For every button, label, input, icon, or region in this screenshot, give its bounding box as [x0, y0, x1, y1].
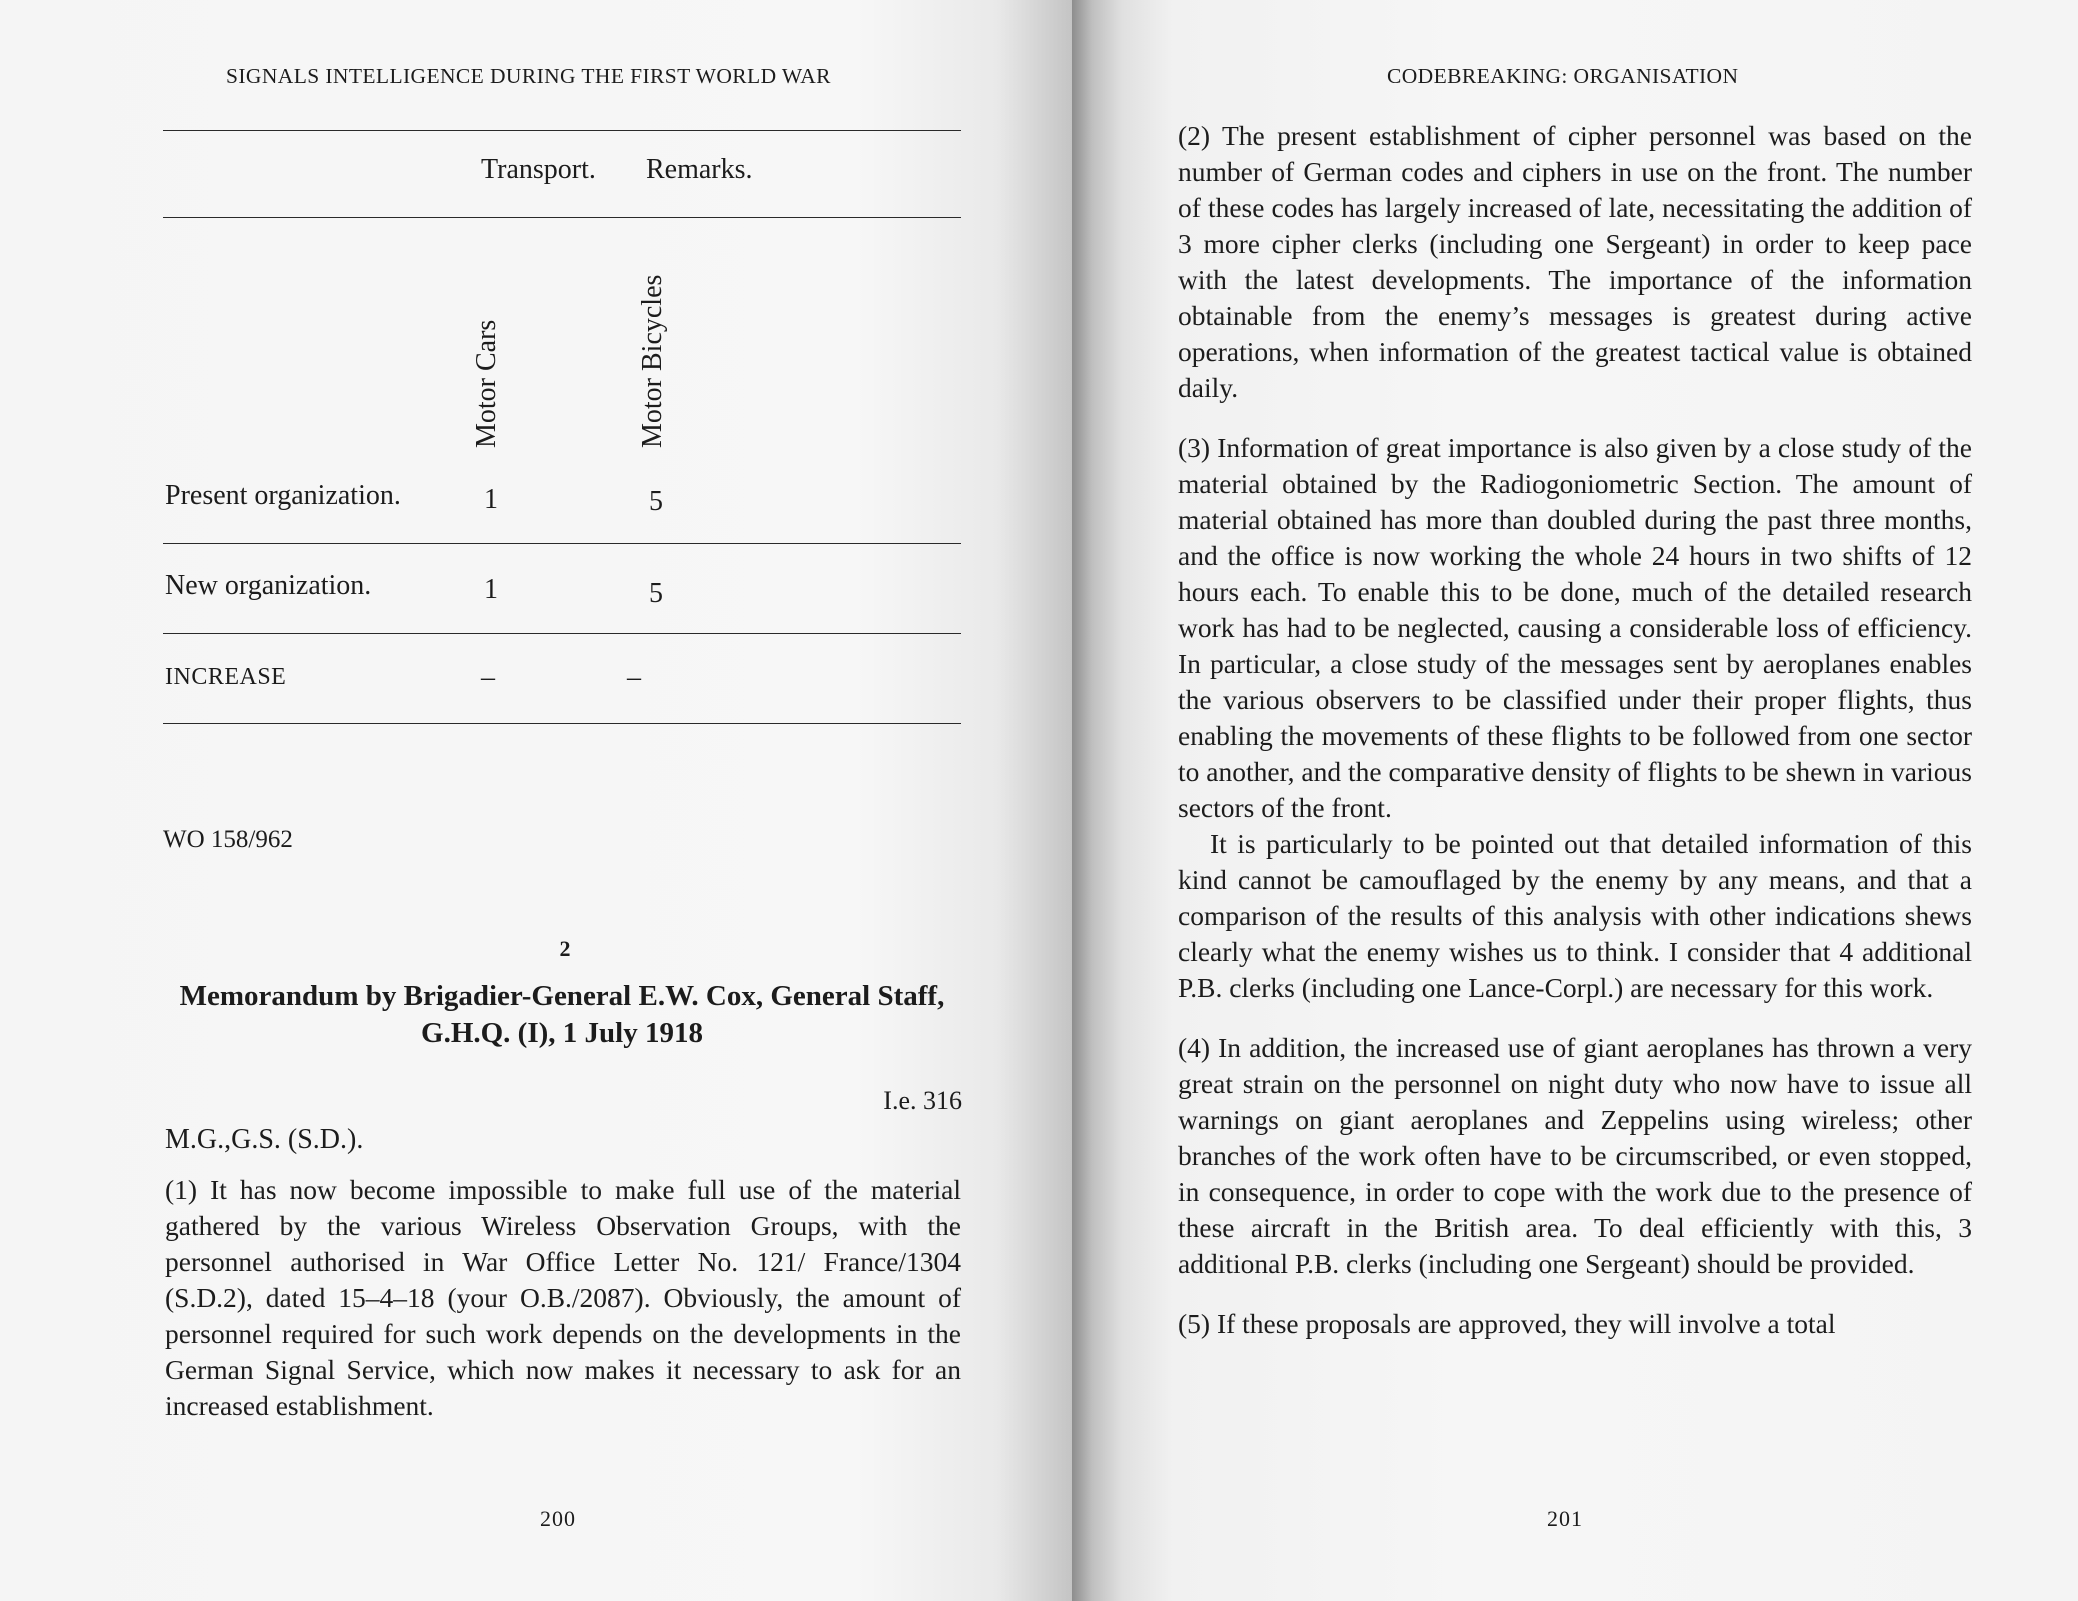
- left-running-head: SIGNALS INTELLIGENCE DURING THE FIRST WORLD WAR: [226, 64, 831, 88]
- table-header-transport: Transport.: [481, 154, 596, 185]
- memo-body-left: [165, 1172, 961, 1424]
- table-top-rule: [163, 130, 961, 131]
- row-label-increase: INCREASE: [165, 664, 287, 690]
- file-reference: I.e. 316: [883, 1086, 962, 1115]
- document-number: 2: [559, 936, 571, 961]
- table-header-rule: [163, 217, 961, 218]
- memo-body-right: [1178, 118, 1972, 1366]
- left-page-number: 200: [540, 1506, 576, 1531]
- paragraph-3: (3) Information of great importance is also given by a close study of the material obtained by the Radiogoniometric Section. The amount of material obtained has more than doubled during the past three months, and the office is now working the whole 24 hours in two shifts of 12 hours each. To enable this to be done, much of the detailed research work has had to be neglected, causing a considerable loss of efficiency. In particular, a close study of the messages sent by aeroplanes enables the various observers to be classified under their proper flights, thus enabling the movements of these flights to be followed from one sector to another, and the comparative density of flights to be shewn in various sectors of the front.: [1178, 432, 1972, 823]
- paragraph-4: (4) In addition, the increased use of giant aeroplanes has thrown a very great strain on the personnel on night duty who now have to issue all warnings on giant aeroplanes and Zeppelins using wireless; other branches of the work often have to be circumscribed, or even stopped, in consequence, in order to cope with the work due to the presence of these aircraft in the British area. To deal efficiently with this, 3 additional P.B. clerks (including one Sergeant) should be provided.: [1178, 1032, 1972, 1279]
- paragraph-5: (5) If these proposals are approved, they will involve a total: [1178, 1308, 1836, 1339]
- row-label-new: New organization.: [165, 570, 372, 601]
- addressee: M.G.,G.S. (S.D.).: [165, 1124, 364, 1155]
- table-row-rule: [163, 633, 961, 634]
- right-page-number: 201: [1547, 1506, 1583, 1531]
- row-label-present: Present organization.: [165, 480, 401, 511]
- column-motor-bicycles: Motor Bicycles: [637, 274, 668, 448]
- document-title: Memorandum by Brigadier-General E.W. Cox, General Staff, G.H.Q. (I), 1 July 1918: [179, 980, 945, 1049]
- paragraph-3-continued: It is particularly to be pointed out that detailed information of this kind cannot be camouflaged by the enemy by any means, and that a comparison of the results of this analysis with other indications shews clearly what the enemy wishes us to think. I consider that 4 additional P.B. clerks (including one Lance-Corpl.) are necessary for this work.: [1178, 828, 1972, 1003]
- paragraph-2: (2) The present establishment of cipher personnel was based on the number of German codes and ciphers in use on the front. The number of these codes has largely increased of late, necessitating the addition of 3 more cipher clerks (including one Sergeant) in order to keep pace with the latest developments. The importance of the information obtainable from the enemy’s messages is greatest during active operations, when information of the greatest tactical value is obtained daily.: [1178, 120, 1972, 403]
- paragraph-1: (1) It has now become impossible to make full use of the material gathered by the various Wireless Observation Groups, with the personnel authorised in War Office Letter No. 121/ France/1304 (S.D.2), dated 15–4–18 (your O.B./2087). Obviously, the amount of personnel required for such work depends on the developments in the German Signal Service, which now makes it necessary to ask for an increased establishment.: [165, 1174, 961, 1421]
- table-row-rule: [163, 543, 961, 544]
- row-increase-motor-bicycles: –: [627, 662, 641, 693]
- row-present-motor-bicycles: 5: [649, 486, 663, 517]
- column-motor-cars: Motor Cars: [471, 319, 502, 448]
- row-new-motor-bicycles: 5: [649, 578, 663, 609]
- source-reference: WO 158/962: [163, 826, 293, 853]
- table-header-remarks: Remarks.: [646, 154, 753, 185]
- table-bottom-rule: [163, 723, 961, 724]
- right-page: [1072, 0, 2078, 1601]
- row-increase-motor-cars: –: [481, 662, 495, 693]
- right-running-head: CODEBREAKING: ORGANISATION: [1387, 64, 1739, 88]
- row-new-motor-cars: 1: [484, 574, 498, 605]
- row-present-motor-cars: 1: [484, 484, 498, 515]
